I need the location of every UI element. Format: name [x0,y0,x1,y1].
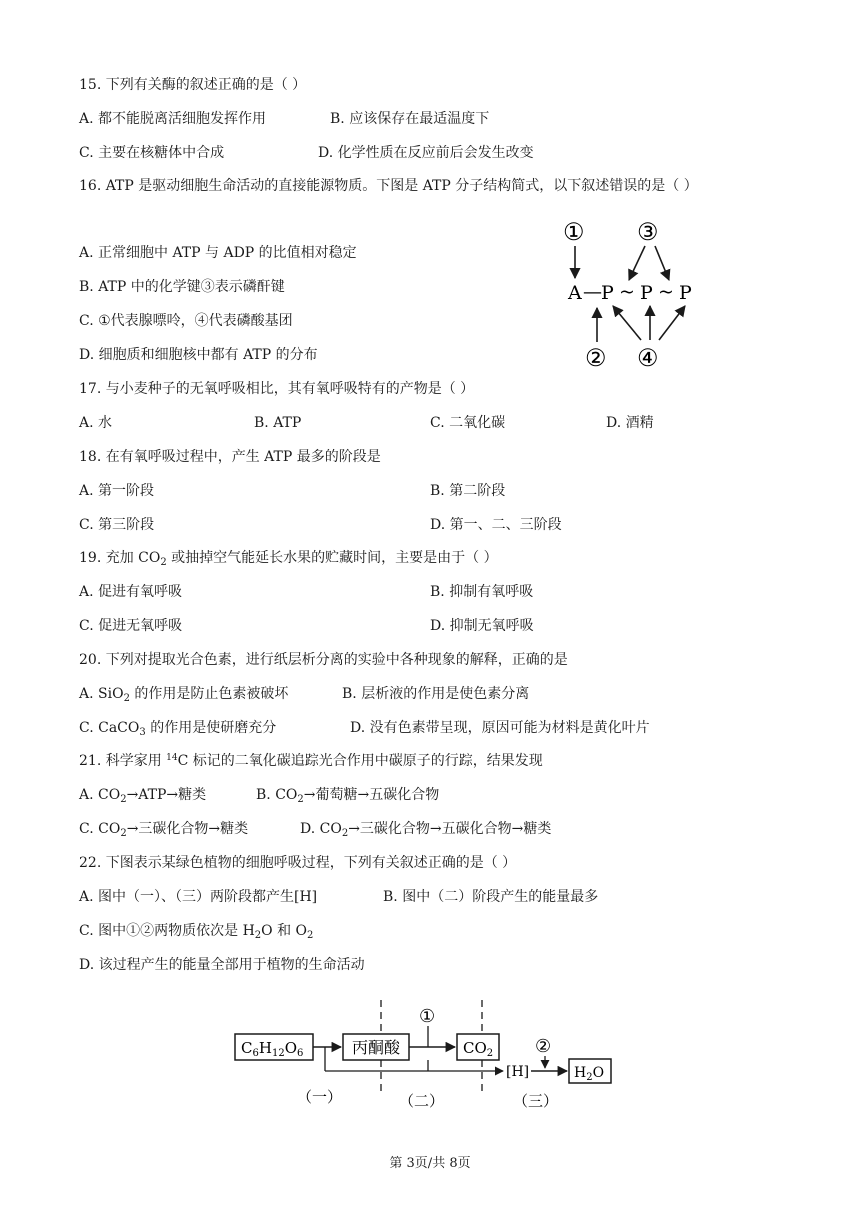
q22-stem: 22. 下图表示某绿色植物的细胞呼吸过程，下列有关叙述正确的是（ ） [79,855,517,871]
pyruvate-label: 丙酮酸 [351,1038,401,1057]
q22-option-a: A. 图中（一）、（三）两阶段都产生[H] [79,889,318,905]
q18-option-b: B. 第二阶段 [430,483,506,499]
q17-stem: 17. 与小麦种子的无氧呼吸相比，其有氧呼吸特有的产物是（ ） [79,381,475,397]
q22-option-c: C. 图中①②两物质依次是 $H_2O$ 和 $O_2$ [79,923,314,941]
q19-option-c: C. 促进无氧呼吸 [79,618,183,634]
q17-option-c: C. 二氧化碳 [430,415,506,431]
q22-option-d: D. 该过程产生的能量全部用于植物的生命活动 [79,957,365,973]
q15-option-b: B. 应该保存在最适温度下 [330,111,490,127]
mark-2-resp: ② [535,1036,552,1057]
q17-option-a: A. 水 [79,415,113,431]
page-footer: 第 3页/共 8页 [389,1156,471,1171]
stage-1-label: （一） [297,1088,343,1106]
mark-1: ① [563,218,585,246]
q21-option-c: C. $CO_2\to$三碳化合物→糖类 [79,821,249,839]
q20-option-a: A. SiO$_2$ 的作用是防止色素被破坏 [79,686,289,704]
q16-option-a: A. 正常细胞中 ATP 与 ADP 的比值相对稳定 [79,245,357,261]
atp-bond-2: ~ [619,281,635,303]
q16-option-d: D. 细胞质和细胞核中都有 ATP 的分布 [79,347,318,363]
stage-2-label: （二） [399,1092,445,1110]
q19-option-d: D. 抑制无氧呼吸 [430,618,534,634]
q21-option-d: D. $CO_2\to$三碳化合物→五碳化合物→糖类 [300,821,552,839]
q20-option-b: B. 层析液的作用是使色素分离 [342,686,530,702]
q15-stem: 15. 下列有关酶的叙述正确的是（ ） [79,77,307,93]
q18-option-d: D. 第一、二、三阶段 [430,517,562,533]
atp-p3: P [679,282,692,304]
atp-p2: P [640,282,653,304]
atp-bond-1: — [583,281,602,303]
mark-4: ④ [637,344,659,372]
q20-option-d: D. 没有色素带呈现，原因可能为材料是黄化叶片 [350,720,650,736]
atp-a: A [568,282,582,304]
q19-option-b: B. 抑制有氧呼吸 [430,584,534,600]
q17-option-b: B. ATP [254,415,302,431]
glucose-label: $C_6H_{12}O_6$ [241,1039,304,1059]
q20-option-c: C. CaCO$_3$ 的作用是使研磨充分 [79,720,277,738]
q16-stem: 16. ATP 是驱动细胞生命活动的直接能源物质。下图是 ATP 分子结构简式，以下叙述错误的是（ ） [79,178,698,194]
co2-label: $CO_2$ [463,1039,494,1059]
q16-option-c: C. ①代表腺嘌呤，④代表磷酸基团 [79,313,293,329]
q21-option-a: A. $CO_2\to ATP\to$糖类 [79,787,207,805]
q20-stem: 20. 下列对提取光合色素，进行纸层析分离的实验中各种现象的解释，正确的是 [79,652,568,668]
atp-bond-3: ~ [658,281,674,303]
mark-2: ② [585,344,607,372]
h2o-label: $H_2O$ [574,1065,605,1083]
q16-option-b: B. ATP 中的化学键③表示磷酐键 [79,279,285,295]
q19-option-a: A. 促进有氧呼吸 [79,584,183,600]
q22-option-b: B. 图中（二）阶段产生的能量最多 [383,889,599,905]
q15-option-d: D. 化学性质在反应前后会发生改变 [318,145,534,161]
q21-stem: 21. 科学家用 $^{14}$C 标记的二氧化碳追踪光合作用中碳原子的行踪，结果发现 [79,753,543,769]
h-label: [H] [506,1064,530,1080]
q18-stem: 18. 在有氧呼吸过程中，产生 ATP 最多的阶段是 [79,449,381,465]
q18-option-a: A. 第一阶段 [79,483,155,499]
stage-3-label: （三） [513,1092,559,1110]
q21-option-b: B. $CO_2\to$葡萄糖→五碳化合物 [256,787,440,805]
atp-structure-diagram [555,212,715,372]
q17-option-d: D. 酒精 [606,415,654,431]
q15-option-c: C. 主要在核糖体中合成 [79,145,225,161]
respiration-process-diagram [225,996,625,1116]
mark-3: ③ [637,218,659,246]
q15-option-a: A. 都不能脱离活细胞发挥作用 [79,111,267,127]
mark-1-resp: ① [419,1006,436,1027]
q18-option-c: C. 第三阶段 [79,517,155,533]
q19-stem: 19. 充加 $CO_2$ 或抽掉空气能延长水果的贮藏时间，主要是由于（ ） [79,550,498,568]
atp-p1: P [601,282,614,304]
